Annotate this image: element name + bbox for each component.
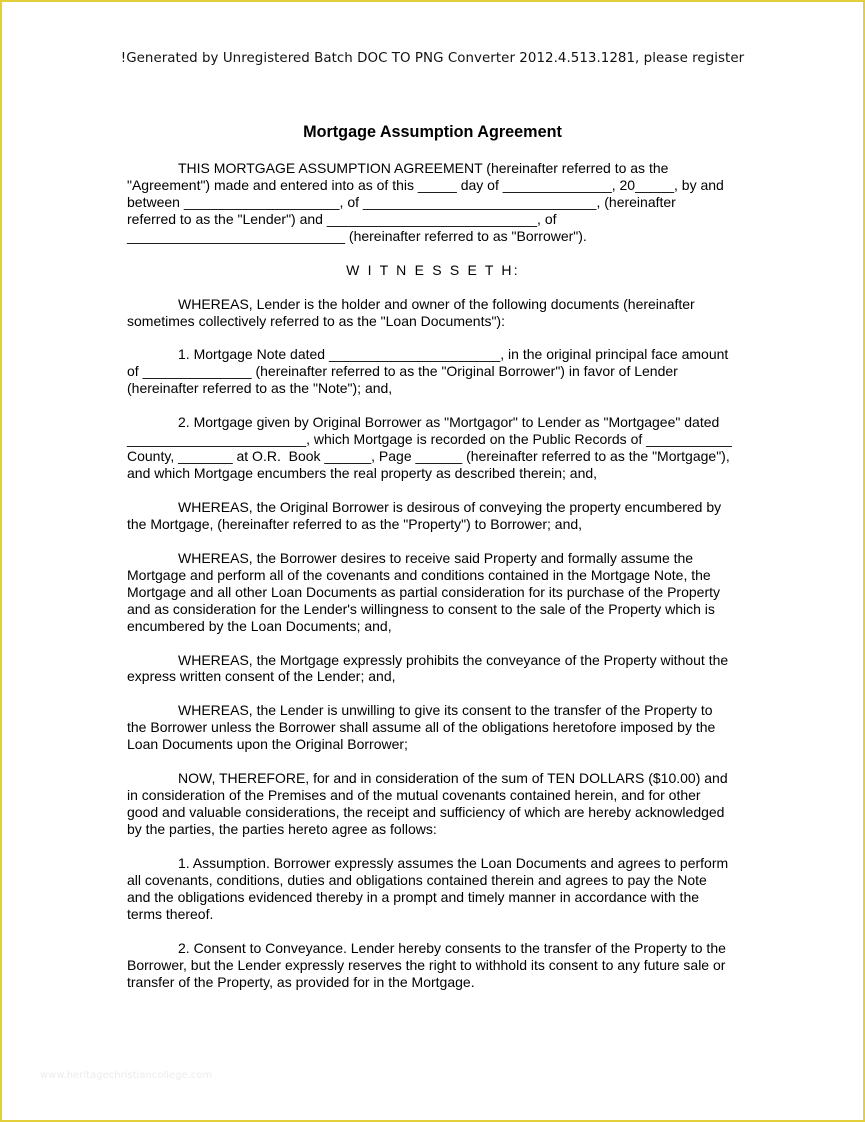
intro-line: between ____________________, of ______________________________, (hereinafter <box>127 193 676 210</box>
intro-line: ____________________________ (hereinafter referred to as "Borrower"). <box>127 227 587 244</box>
paragraph-line: 1. Assumption. Borrower expressly assumes the Loan Documents and agrees to perform <box>178 854 729 871</box>
paragraph-line: WHEREAS, Lender is the holder and owner of the following documents (hereinafter <box>178 295 695 312</box>
paragraph-line: terms thereof. <box>127 905 214 922</box>
paragraph-line: and which Mortgage encumbers the real property as described therein; and, <box>127 465 598 482</box>
witnesseth-heading: W I T N E S S E T H: <box>346 261 520 278</box>
intro-line: "Agreement") made and entered into as of this _____ day of ______________, 20_____, by and <box>127 176 724 193</box>
paragraph-line: Mortgage and perform all of the covenants and conditions contained in the Mortgage Note, the <box>127 566 711 583</box>
paragraph-line: Borrower, but the Lender expressly reserves the right to withhold its consent to any future sale or <box>127 956 726 973</box>
paragraph-line: WHEREAS, the Original Borrower is desirous of conveying the property encumbered by <box>178 498 722 515</box>
paragraph-line: sometimes collectively referred to as the "Loan Documents"): <box>127 312 505 329</box>
paragraph-line: Mortgage and all other Loan Documents as partial consideration for its purchase of the Property <box>127 583 720 600</box>
whereas-unwilling-paragraph <box>127 702 739 753</box>
paragraph-line: in consideration of the Premises and of the mutual covenants contained herein, and for other <box>127 787 701 804</box>
consent-clause <box>127 940 739 991</box>
converter-banner: !Generated by Unregistered Batch DOC TO PNG Converter 2012.4.513.1281, please register <box>120 51 745 66</box>
paragraph-line: transfer of the Property, as provided for in the Mortgage. <box>127 973 475 990</box>
whereas-conveying-paragraph <box>127 499 739 533</box>
paragraph-line: and the obligations evidenced thereby in a prompt and timely manner in accordance with the <box>127 888 700 905</box>
paragraph-line: encumbered by the Loan Documents; and, <box>127 617 392 634</box>
paragraph-line: Loan Documents upon the Original Borrower; <box>127 736 408 753</box>
paragraph-line: express written consent of the Lender; and, <box>127 668 396 685</box>
paragraph-line: _______________________, which Mortgage is recorded on the Public Records of ___________ <box>127 431 732 448</box>
paragraph-line: (hereinafter referred to as the "Note"); and, <box>127 380 393 397</box>
document-body <box>127 160 739 1007</box>
watermark-text: www.heritagechristiancollege.com <box>40 1070 213 1081</box>
paragraph-line: and as consideration for the Lender's willingness to consent to the sale of the Property which is <box>127 600 715 617</box>
intro-line: THIS MORTGAGE ASSUMPTION AGREEMENT (hereinafter referred to as the <box>178 160 669 176</box>
paragraph-line: 1. Mortgage Note dated ______________________, in the original principal face amount <box>178 346 729 363</box>
paragraph-line: County, _______ at O.R. Book ______, Page ______ (hereinafter referred to as the "Mortgage"), <box>127 448 730 465</box>
paragraph-line: WHEREAS, the Mortgage expressly prohibits the conveyance of the Property without the <box>178 651 729 668</box>
paragraph-line: 2. Consent to Conveyance. Lender hereby consents to the transfer of the Property to the <box>178 939 726 956</box>
paragraph-line: WHEREAS, the Borrower desires to receive said Property and formally assume the <box>178 549 694 566</box>
document-title: Mortgage Assumption Agreement <box>303 123 562 141</box>
paragraph-line: of ______________ (hereinafter referred to as the "Original Borrower") in favor of Lender <box>127 363 678 380</box>
paragraph-line: WHEREAS, the Lender is unwilling to give its consent to the transfer of the Property to <box>178 702 713 719</box>
paragraph-line: by the parties, the parties hereto agree as follows: <box>127 821 437 838</box>
whereas-holder-paragraph <box>127 296 739 330</box>
paragraph-line: good and valuable considerations, the receipt and sufficiency of which are hereby acknowledged <box>127 804 725 821</box>
paragraph-line: 2. Mortgage given by Original Borrower as "Mortgagor" to Lender as "Mortgagee" dated <box>178 414 720 431</box>
intro-line: referred to as the "Lender") and ___________________________, of <box>127 210 557 227</box>
mortgage-note-item <box>127 346 739 397</box>
paragraph-line: all covenants, conditions, duties and obligations contained therein and agrees to pay the Note <box>127 871 707 888</box>
whereas-prohibits-paragraph <box>127 652 739 686</box>
mortgage-item <box>127 414 739 482</box>
now-therefore-paragraph <box>127 770 739 838</box>
assumption-clause <box>127 855 739 923</box>
paragraph-line: the Mortgage, (hereinafter referred to as the "Property") to Borrower; and, <box>127 515 583 532</box>
paragraph-line: the Borrower unless the Borrower shall assume all of the obligations heretofore imposed by the <box>127 719 716 736</box>
whereas-assume-paragraph <box>127 550 739 635</box>
paragraph-line: NOW, THEREFORE, for and in consideration of the sum of TEN DOLLARS ($10.00) and <box>178 770 728 787</box>
intro-paragraph <box>127 160 739 245</box>
